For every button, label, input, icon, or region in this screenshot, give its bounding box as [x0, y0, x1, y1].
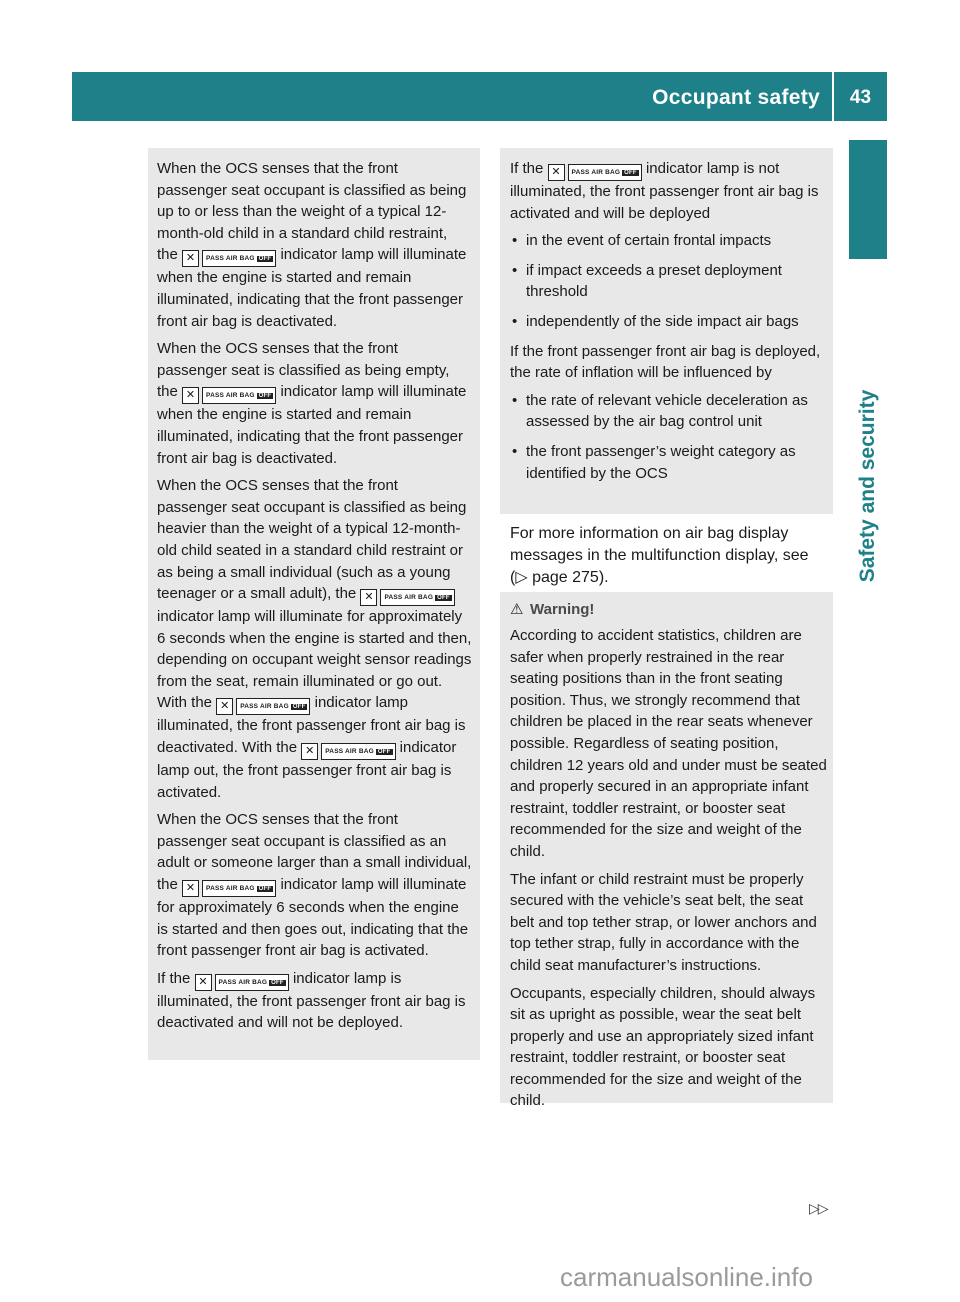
child-seat-icon: ✕: [301, 743, 318, 760]
paragraph: [157, 338, 472, 469]
continued-arrow-icon: ▷▷: [809, 1200, 827, 1216]
paragraph: Occupants, especially children, should always sit as upright as possible, wear the seat belt properly and use an appropriately sized infant restraint, toddler restraint, or booster seat recommended for the size and weight of the child.: [510, 984, 816, 1110]
pass-air-bag-off-icon: PASS AIR BAG OFF: [321, 743, 395, 760]
text: When the OCS senses that the front passenger seat occupant is classified as an adult or someone larger than a small individual, the: [157, 811, 472, 894]
text: When the OCS senses that the front passenger seat occupant is classified as being up to or less than the weight of a typical 12-month-old child in a standard child restraint, the: [157, 160, 467, 264]
pass-air-bag-off-indicator: [182, 387, 276, 404]
text: If the: [510, 160, 544, 177]
child-seat-icon: ✕: [216, 698, 233, 715]
pass-air-bag-off-icon: PASS AIR BAG OFF: [215, 974, 289, 991]
child-seat-icon: ✕: [195, 974, 212, 991]
text: indicator lamp will illuminate when the engine is started and remain illuminated, indicating that the front passenger front air bag is deactivated.: [157, 246, 467, 330]
child-seat-icon: ✕: [182, 880, 199, 897]
pass-air-bag-off-icon: PASS AIR BAG OFF: [236, 698, 310, 715]
text: indicator lamp is illuminated, the front passenger front air bag is deactivated and will not be deployed.: [157, 969, 466, 1032]
list-item: • in the event of certain frontal impacts: [510, 230, 827, 252]
ocs-info-box-left: [148, 148, 480, 1060]
section-label: Safety and security: [856, 389, 879, 583]
pass-air-bag-off-icon: PASS AIR BAG OFF: [380, 589, 454, 606]
text: indicator lamp is not illuminated, the front passenger front air bag is activated and will be deployed: [510, 160, 819, 222]
pass-air-bag-off-indicator: [182, 250, 276, 267]
warning-box: [500, 592, 833, 1110]
pass-air-bag-off-indicator: [301, 743, 395, 760]
section-tab: [849, 140, 887, 259]
pass-air-bag-off-icon: PASS AIR BAG OFF: [568, 164, 642, 181]
warning-title: Warning!: [530, 601, 595, 618]
page-number: 43: [834, 72, 887, 121]
list-item: • if impact exceeds a preset deployment threshold: [510, 260, 827, 303]
pass-air-bag-off-indicator: [182, 880, 276, 897]
pass-air-bag-off-indicator: [216, 698, 310, 715]
list-item: • the rate of relevant vehicle deceleration as assessed by the air bag control unit: [510, 390, 827, 433]
page-section-title: Occupant safety: [652, 86, 820, 109]
paragraph: If the front passenger front air bag is deployed, the rate of inflation will be influenced by: [510, 342, 821, 382]
text: indicator lamp out, the front passenger front air bag is activated.: [157, 739, 457, 801]
text: If the: [157, 969, 191, 987]
list-item: • independently of the side impact air bags: [510, 311, 827, 333]
text: indicator lamp illuminated, the front passenger front air bag is deactivated. With the: [157, 694, 466, 757]
pass-air-bag-off-indicator: [548, 164, 642, 181]
warning-heading: [510, 600, 827, 620]
child-seat-icon: ✕: [360, 589, 377, 606]
pass-air-bag-off-icon: PASS AIR BAG OFF: [202, 387, 276, 404]
text: When the OCS senses that the front passenger seat is classified as being empty, the: [157, 340, 450, 401]
child-seat-icon: ✕: [182, 387, 199, 404]
text: When the OCS senses that the front passenger seat occupant is classified as being heavier than the weight of a typical 12-month-old child seated in a standard child restraint or as being a small individual (such as a young teenager or a small adult), the: [157, 477, 467, 603]
pass-air-bag-off-indicator: [195, 974, 289, 991]
paragraph: [157, 968, 472, 1034]
paragraph: [157, 158, 472, 332]
text: indicator lamp will illuminate when the engine is started and remain illuminated, indicating that the front passenger front air bag is deactivated.: [157, 383, 467, 467]
warning-triangle-icon: ⚠: [510, 601, 524, 618]
paragraph: [157, 475, 472, 803]
paragraph: According to accident statistics, children are safer when properly restrained in the rear seating positions than in the front seating position. Thus, we strongly recommend that children be placed in the rear seats whenever possible. Regardless of seating position, children 12 years old and under must be seated and properly secured in an appropriate infant restraint, toddler restraint, or booster seat recommended for the size and weight of the child.: [510, 627, 827, 860]
text: indicator lamp will illuminate for approximately 6 seconds when the engine is started and then, depending on occupant weight sensor readings from the seat, remain illuminated or go out. With the: [157, 608, 472, 712]
pass-air-bag-off-icon: PASS AIR BAG OFF: [202, 880, 276, 897]
paragraph: The infant or child restraint must be properly secured with the vehicle’s seat belt, the seat belt and top tether strap, or lower anchors and top tether strap, fully in accordance with the child seat manufacturer’s instructions.: [510, 870, 817, 974]
watermark: carmanualsonline.info: [560, 1262, 813, 1292]
paragraph: [157, 809, 472, 962]
paragraph: [510, 158, 827, 224]
child-seat-icon: ✕: [548, 164, 565, 181]
pass-air-bag-off-icon: PASS AIR BAG OFF: [202, 250, 276, 267]
list-item: • the front passenger’s weight category as identified by the OCS: [510, 441, 827, 484]
ocs-info-box-right: [500, 148, 833, 514]
info-paragraph: For more information on air bag display messages in the multifunction display, see (▷ page 275).: [510, 525, 809, 586]
text: indicator lamp will illuminate for approximately 6 seconds when the engine is started and then goes out, indicating that the front passenger front air bag is activated.: [157, 876, 469, 960]
pass-air-bag-off-indicator: [360, 589, 454, 606]
child-seat-icon: ✕: [182, 250, 199, 267]
